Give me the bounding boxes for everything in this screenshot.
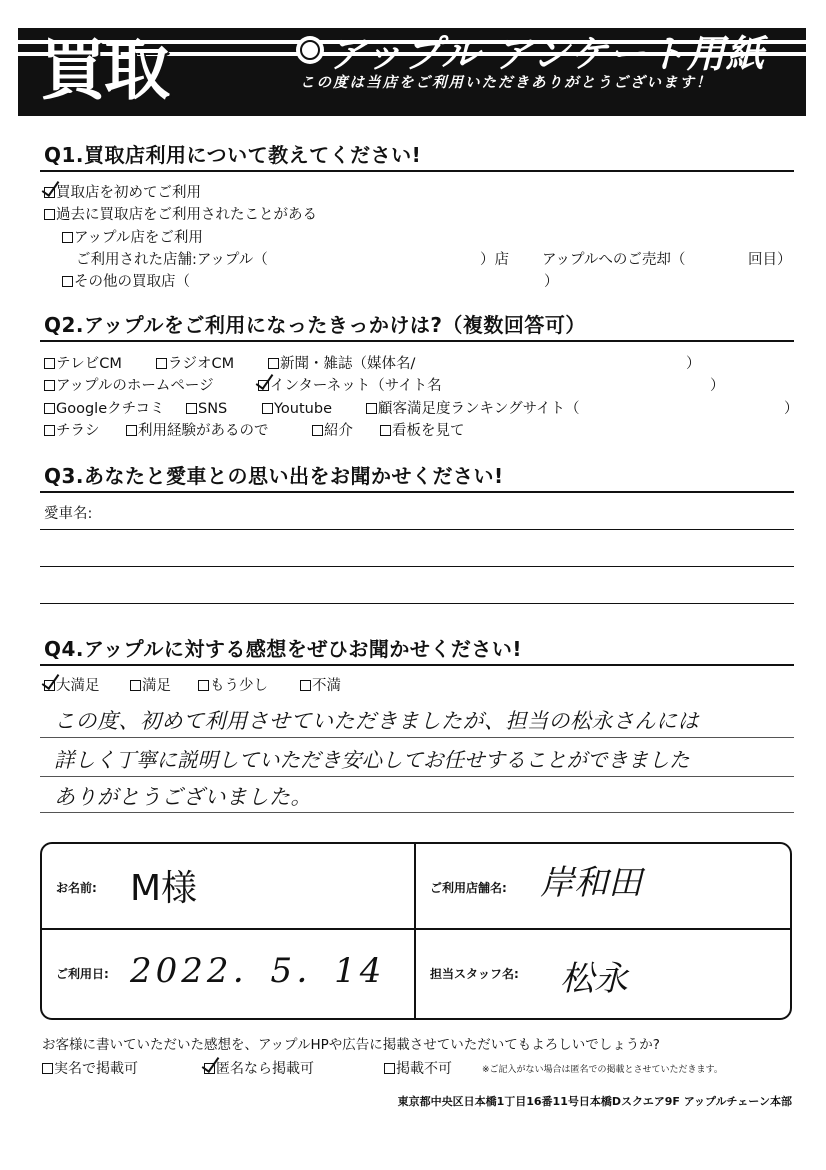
- q3-answer-line[interactable]: [40, 529, 794, 530]
- q2-option-referral-label: 紹介: [324, 423, 353, 439]
- q3-rule: [40, 491, 794, 493]
- q4-comment-line: 詳しく丁寧に説明していただき安心してお任せすることができました: [54, 748, 690, 772]
- q2-option-youtube-label: Youtube: [274, 401, 332, 417]
- info-divider-vertical: [414, 844, 416, 1018]
- checkbox-checked-icon[interactable]: [44, 680, 55, 691]
- checkbox-icon[interactable]: [300, 680, 311, 691]
- header-subtitle: この度は当店をご利用いただきありがとうございます！: [300, 75, 713, 91]
- checkbox-icon[interactable]: [44, 358, 55, 369]
- q3-answer-line[interactable]: [40, 566, 794, 567]
- store-value[interactable]: 岸和田: [540, 863, 642, 903]
- name-value[interactable]: M様: [130, 868, 198, 909]
- checkbox-icon[interactable]: [44, 380, 55, 391]
- permission-option-real-name-label: 実名で掲載可: [54, 1061, 138, 1077]
- q2-option-referral[interactable]: [312, 421, 353, 441]
- q2-option-newspaper-label: 新聞・雑誌（媒体名/: [280, 356, 416, 372]
- q2-option-ranking-label: 顧客満足度ランキングサイト（: [378, 401, 580, 417]
- info-divider-horizontal: [42, 928, 790, 930]
- q2-option-homepage[interactable]: [44, 376, 214, 396]
- checkbox-checked-icon[interactable]: [44, 187, 55, 198]
- q2-option-ranking[interactable]: [366, 399, 580, 419]
- checkbox-icon[interactable]: [44, 403, 55, 414]
- q2-option-sns-label: SNS: [198, 401, 228, 417]
- checkbox-icon[interactable]: [42, 1063, 53, 1074]
- q2-option-sns[interactable]: [186, 399, 227, 419]
- q2-heading: Q2.アップルをご利用になったきっかけは?（複数回答可）: [44, 313, 586, 337]
- q4-comment-line: この度、初めて利用させていただきましたが、担当の松永さんには: [54, 709, 699, 733]
- q1-option-other-close: ）: [544, 274, 559, 290]
- q3-heading: Q3.あなたと愛車との思い出をお聞かせください!: [44, 464, 504, 488]
- q1-option-apple[interactable]: [62, 228, 203, 248]
- q1-store-used-label: ご利用された店舗:アップル（: [76, 252, 268, 268]
- q4-answer-line: [40, 812, 794, 813]
- q1-option-past-label: 過去に買取店をご利用されたことがある: [56, 207, 317, 223]
- q2-option-youtube[interactable]: [262, 399, 332, 419]
- q1-option-other[interactable]: [62, 272, 190, 292]
- q4-option-somewhat-label: もう少し: [210, 678, 268, 694]
- q4-answer-line: [40, 776, 794, 777]
- q2-option-signboard[interactable]: [380, 421, 465, 441]
- permission-option-anonymous-label: 匿名なら掲載可: [216, 1061, 314, 1077]
- q1-store-suffix: ）店: [480, 252, 509, 268]
- checkbox-checked-icon[interactable]: [204, 1063, 215, 1074]
- q1-heading: Q1.買取店利用について教えてください!: [44, 143, 422, 167]
- q3-car-name-label: 愛車名:: [44, 506, 93, 522]
- checkbox-checked-icon[interactable]: [258, 380, 269, 391]
- checkbox-icon[interactable]: [62, 276, 73, 287]
- header-form-title: アップル アンケート用紙: [328, 32, 765, 76]
- staff-value[interactable]: 松永: [560, 959, 628, 999]
- q2-newspaper-close: ）: [686, 356, 701, 372]
- q1-option-past[interactable]: [44, 205, 317, 225]
- q1-option-first-label: 買取店を初めてご利用: [56, 185, 201, 201]
- form-header: [18, 28, 806, 116]
- q1-sales-count-suffix: 回目）: [748, 252, 792, 268]
- q4-option-satisfied[interactable]: [130, 676, 171, 696]
- q2-option-internet[interactable]: [258, 376, 442, 396]
- q2-option-homepage-label: アップルのホームページ: [56, 378, 214, 394]
- q4-heading: Q4.アップルに対する感想をぜひお聞かせください!: [44, 637, 522, 661]
- checkbox-icon[interactable]: [366, 403, 377, 414]
- permission-option-anonymous[interactable]: [204, 1059, 314, 1079]
- checkbox-icon[interactable]: [44, 209, 55, 220]
- q4-rule: [40, 664, 794, 666]
- permission-question: お客様に書いていただいた感想を、アップルHPや広告に掲載させていただいてもよろしいでしょうか?: [42, 1037, 660, 1053]
- checkbox-icon[interactable]: [262, 403, 273, 414]
- apple-logo-icon: [296, 36, 324, 64]
- q2-internet-close: ）: [710, 378, 725, 394]
- q4-option-somewhat[interactable]: [198, 676, 268, 696]
- date-value[interactable]: 2022．5．14: [130, 951, 386, 991]
- q1-sales-count-label: アップルへのご売却（: [542, 252, 686, 268]
- q2-option-google[interactable]: [44, 399, 165, 419]
- checkbox-icon[interactable]: [126, 425, 137, 436]
- date-label: ご利用日:: [56, 967, 109, 981]
- q4-answer-line: [40, 737, 794, 738]
- q2-option-flyer-label: チラシ: [56, 423, 100, 439]
- q2-option-flyer[interactable]: [44, 421, 100, 441]
- header-title-kaitori: 買取: [40, 32, 168, 109]
- checkbox-icon[interactable]: [62, 232, 73, 243]
- q3-answer-line[interactable]: [40, 603, 794, 604]
- q2-ranking-close: ）: [784, 401, 799, 417]
- checkbox-icon[interactable]: [156, 358, 167, 369]
- checkbox-icon[interactable]: [380, 425, 391, 436]
- checkbox-icon[interactable]: [268, 358, 279, 369]
- footer-address: 東京都中央区日本橋1丁目16番11号日本橋Dスクエア9F アップルチェーン本部: [397, 1095, 792, 1108]
- q4-option-very-satisfied-label: 大満足: [56, 678, 100, 694]
- q2-option-tv-label: テレビCM: [56, 356, 122, 372]
- q4-option-dissatisfied[interactable]: [300, 676, 341, 696]
- q4-comment-line: ありがとうございました。: [54, 785, 312, 809]
- q2-option-experience[interactable]: [126, 421, 269, 441]
- q2-option-radio[interactable]: [156, 354, 234, 374]
- checkbox-icon[interactable]: [130, 680, 141, 691]
- permission-option-not-allowed-label: 掲載不可: [396, 1061, 452, 1077]
- staff-label: 担当スタッフ名:: [430, 967, 519, 981]
- permission-note: ※ご記入がない場合は匿名での掲載とさせていただきます。: [482, 1065, 723, 1075]
- checkbox-icon[interactable]: [44, 425, 55, 436]
- q2-option-experience-label: 利用経験があるので: [138, 423, 269, 439]
- checkbox-icon[interactable]: [312, 425, 323, 436]
- name-label: お名前:: [56, 881, 97, 895]
- q1-rule: [40, 170, 794, 172]
- checkbox-icon[interactable]: [198, 680, 209, 691]
- permission-option-real-name[interactable]: [42, 1059, 138, 1079]
- permission-option-not-allowed[interactable]: [384, 1059, 452, 1079]
- q2-option-signboard-label: 看板を見て: [392, 423, 465, 439]
- q2-option-radio-label: ラジオCM: [168, 356, 235, 372]
- q4-option-dissatisfied-label: 不満: [312, 678, 341, 694]
- q1-option-apple-label: アップル店をご利用: [74, 230, 203, 246]
- q2-option-tv[interactable]: [44, 354, 122, 374]
- q2-option-newspaper[interactable]: [268, 354, 415, 374]
- q1-option-first[interactable]: [44, 183, 201, 203]
- q4-option-satisfied-label: 満足: [142, 678, 171, 694]
- checkbox-icon[interactable]: [186, 403, 197, 414]
- store-label: ご利用店舗名:: [430, 881, 507, 895]
- q4-option-very-satisfied[interactable]: [44, 676, 100, 696]
- q2-option-google-label: Googleクチコミ: [56, 401, 165, 417]
- q1-option-other-label: その他の買取店（: [74, 274, 190, 290]
- q2-option-internet-label: インターネット（サイト名: [270, 378, 442, 394]
- q2-rule: [40, 340, 794, 342]
- checkbox-icon[interactable]: [384, 1063, 395, 1074]
